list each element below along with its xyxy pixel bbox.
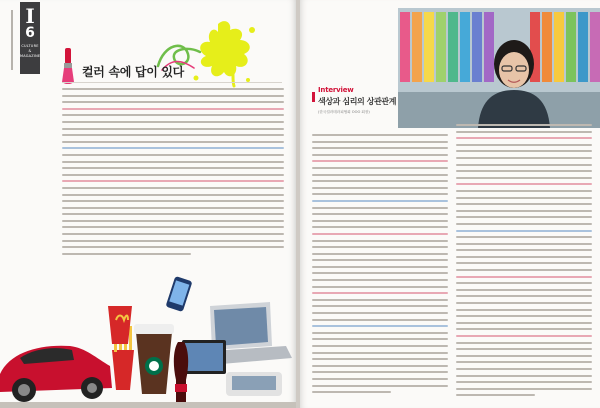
phone-image [165,276,192,312]
article-title: 컬러 속에 답이 있다 [82,65,184,79]
interview-column-right [456,124,592,394]
section-tab-caption: CULTURE & MAGAZINE [20,44,41,58]
interview-photo [398,8,600,128]
paint-splat-icon [188,18,260,88]
interview-accent-bar [312,92,315,102]
section-number: 6 [25,25,35,41]
drink-cup-image [108,306,132,344]
interview-heading [318,86,404,126]
coffee-cup-image [134,324,174,394]
interview-title: 색상과 심리의 상관관계 [318,97,397,106]
interview-column-left [312,134,448,404]
interview-subtitle: (한국컬러테라피협회 OOO 회장) [318,110,370,114]
section-tab [20,2,40,74]
title-divider [62,82,282,83]
tablet-image [182,340,226,374]
article-body [62,88,284,256]
cola-bottle-image [174,342,188,408]
gadget-image [226,372,282,396]
interview-label: Interview [318,86,354,94]
page-edge-label [8,10,16,70]
product-collage [0,262,296,408]
right-page [300,0,600,408]
left-page [0,0,296,408]
section-letter: I [25,4,35,28]
red-car-image [0,346,112,402]
paint-brush-icon [58,48,78,84]
